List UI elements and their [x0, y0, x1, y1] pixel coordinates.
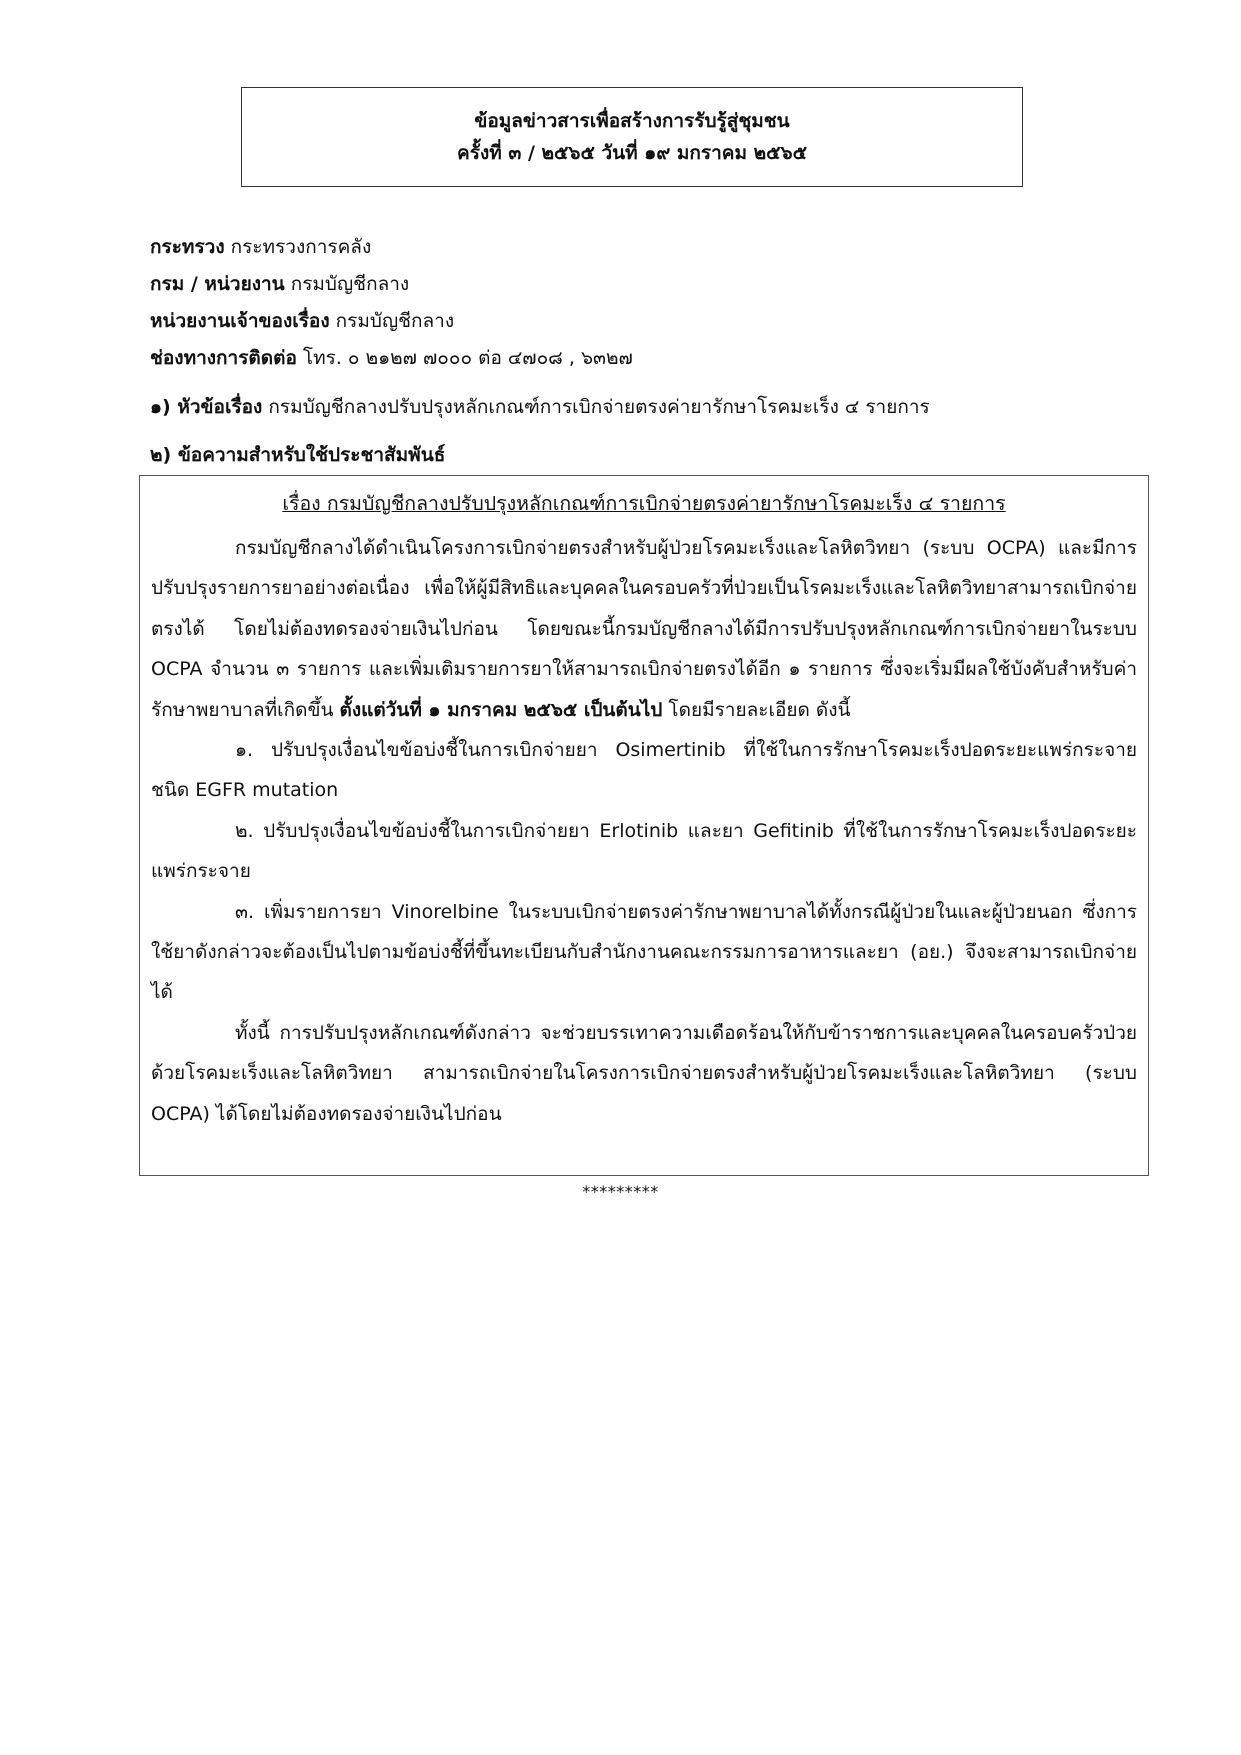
pr-heading-line [150, 440, 1150, 470]
contact-line [150, 343, 1150, 373]
topic-label: ๑) หัวข้อเรื่อง [150, 396, 263, 418]
department-line [150, 269, 1150, 299]
item-3-paragraph: ๓. เพิ่มรายการยา Vinorelbine ในระบบเบิกจ่ายตรงค่ารักษาพยาบาลได้ทั้งกรณีผู้ป่วยในและผู้ป่วยนอก ซึ่งการใช้ยาดังกล่าวจะต้องเป็นไปตามข้อบ่งชี้ที่ขึ้นทะเบียนกับสำนักงานคณะกรรมการอาหารและยา (อย.) จึงจะสามารถเบิกจ่ายได้ [151, 900, 1137, 1004]
contact-label: ช่องทางการติดต่อ [150, 347, 297, 369]
ministry-value: กระทรวงการคลัง [224, 236, 372, 258]
topic-line [150, 392, 1150, 422]
contact-value: โทร. ๐ ๒๑๒๗ ๗๐๐๐ ต่อ ๔๗๐๘ , ๖๓๒๗ [296, 347, 633, 369]
intro-paragraph [151, 528, 1137, 730]
press-release-box [139, 475, 1149, 1176]
effective-date: ตั้งแต่วันที่ ๑ มกราคม ๒๕๖๕ เป็นต้นไป [339, 698, 663, 721]
pr-heading: ๒) ข้อความสำหรับใช้ประชาสัมพันธ์ [150, 444, 446, 466]
intro-tail: โดยมีรายละเอียด ดังนี้ [662, 698, 851, 721]
ministry-label: กระทรวง [150, 236, 225, 258]
owner-line [150, 306, 1150, 336]
intro-text: กรมบัญชีกลางได้ดำเนินโครงการเบิกจ่ายตรงสำหรับผู้ป่วยโรคมะเร็งและโลหิตวิทยา (ระบบ OCPA) และมีการปรับปรุงรายการยาอย่างต่อเนื่อง เพื่อให้ผู้มีสิทธิและบุคคลในครอบครัวที่ป่วยเป็นโรคมะเร็งและโลหิตวิทยาสามารถเบิกจ่ายตรงได้ โดยไม่ต้องทดรองจ่ายเงินไปก่อน โดยขณะนี้กรมบัญชีกลางได้มีการปรับปรุงหลักเกณฑ์การเบิกจ่ายยาในระบบ OCPA จำนวน ๓ รายการ และเพิ่มเติมรายการยาให้สามารถเบิกจ่ายตรงได้อีก ๑ รายการ ซึ่งจะเริ่มมีผลใช้บังคับสำหรับค่ารักษาพยาบาลที่เกิดขึ้น [151, 537, 1137, 721]
header-title: ข้อมูลข่าวสารเพื่อสร้างการรับรู้สู่ชุมชน [474, 110, 790, 132]
item-1-paragraph: ๑. ปรับปรุงเงื่อนไขข้อบ่งชี้ในการเบิกจ่ายยา Osimertinib ที่ใช้ในการรักษาโรคมะเร็งปอดระยะแพร่กระจาย ชนิด EGFR mutation [151, 739, 1137, 802]
header-box [241, 87, 1023, 187]
closing-paragraph: ทั้งนี้ การปรับปรุงหลักเกณฑ์ดังกล่าว จะช่วยบรรเทาความเดือดร้อนให้กับข้าราชการและบุคคลในครอบครัวป่วยด้วยโรคมะเร็งและโลหิตวิทยา สามารถเบิกจ่ายในโครงการเบิกจ่ายตรงสำหรับผู้ป่วยโรคมะเร็งและโลหิตวิทยา (ระบบ OCPA) ได้โดยไม่ต้องทดรองจ่ายเงินไปก่อน [151, 1021, 1137, 1125]
ministry-line [150, 232, 1150, 262]
header-issue-date: ครั้งที่ ๓ / ๒๕๖๕ วันที่ ๑๙ มกราคม ๒๕๖๕ [457, 142, 807, 164]
owner-label: หน่วยงานเจ้าของเรื่อง [150, 310, 330, 332]
end-marker: ********* [582, 1182, 659, 1201]
department-label: กรม / หน่วยงาน [150, 273, 285, 295]
topic-value: กรมบัญชีกลางปรับปรุงหลักเกณฑ์การเบิกจ่ายตรงค่ายารักษาโรคมะเร็ง ๔ รายการ [262, 396, 930, 418]
department-value: กรมบัญชีกลาง [284, 273, 410, 295]
release-subject: เรื่อง กรมบัญชีกลางปรับปรุงหลักเกณฑ์การเบิกจ่ายตรงค่ายารักษาโรคมะเร็ง ๔ รายการ [282, 492, 1006, 515]
owner-value: กรมบัญชีกลาง [329, 310, 455, 332]
item-2-paragraph: ๒. ปรับปรุงเงื่อนไขข้อบ่งชี้ในการเบิกจ่ายยา Erlotinib และยา Gefitinib ที่ใช้ในการรักษาโรคมะเร็งปอดระยะแพร่กระจาย [151, 819, 1137, 883]
